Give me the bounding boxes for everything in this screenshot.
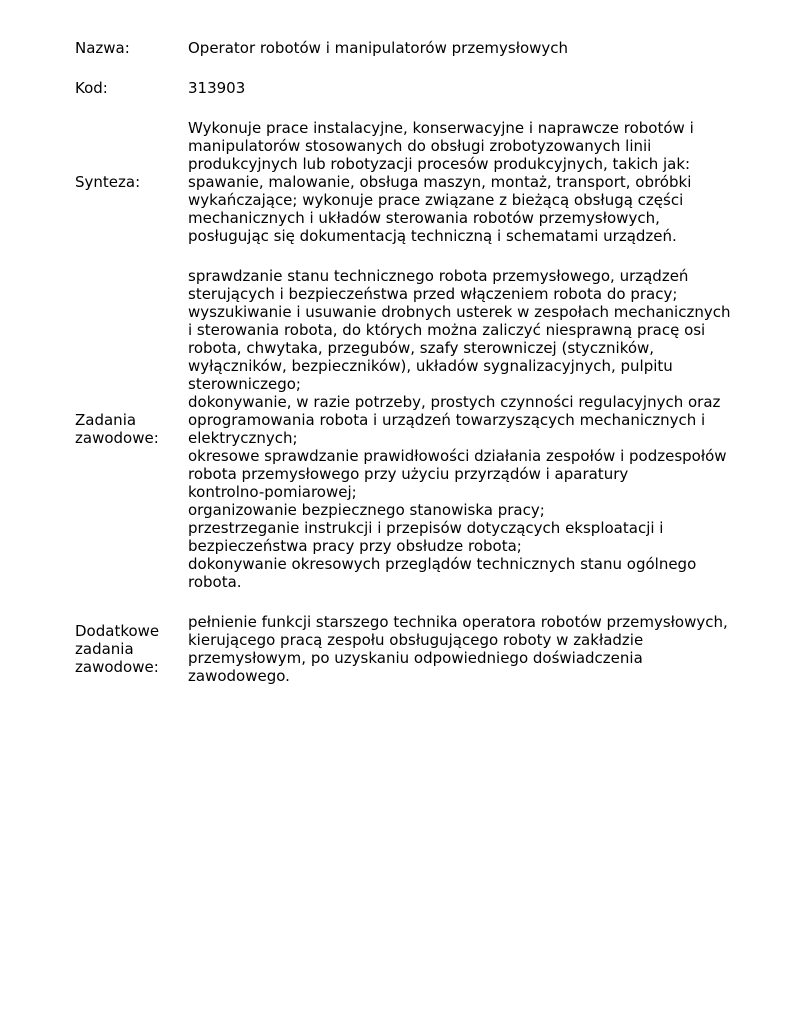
zadania-line: oprogramowania robota i urządzeń towarzyszących mechanicznych i bbox=[188, 411, 706, 429]
dodatkowe-line: przemysłowym, po uzyskaniu odpowiedniego doświadczenia bbox=[188, 649, 643, 667]
synteza-line: posługując się dokumentacją techniczną i schematami urządzeń. bbox=[188, 227, 677, 245]
zadania-line: okresowe sprawdzanie prawidłowości działania zespołów i podzespołów bbox=[188, 447, 727, 465]
synteza-line: spawanie, malowanie, obsługa maszyn, montaż, transport, obróbki bbox=[188, 173, 692, 191]
zadania-line: robota. bbox=[188, 573, 242, 591]
synteza-line: mechanicznych i układów sterowania robotów przemysłowych, bbox=[188, 209, 660, 227]
dodatkowe-label-line: zawodowe: bbox=[75, 658, 159, 676]
synteza-label: Synteza: bbox=[75, 173, 141, 191]
zadania-line: sprawdzanie stanu technicznego robota przemysłowego, urządzeń bbox=[188, 267, 689, 285]
synteza-line: manipulatorów stosowanych do obsługi zrobotyzowanych linii bbox=[188, 137, 652, 155]
synteza-line: produkcyjnych lub robotyzacji procesów produkcyjnych, takich jak: bbox=[188, 155, 691, 173]
zadania-label-line: Zadania bbox=[75, 411, 137, 429]
synteza-line: Wykonuje prace instalacyjne, konserwacyjne i naprawcze robotów i bbox=[188, 119, 694, 137]
zadania-line: robota, chwytaka, przegubów, szafy sterowniczej (styczników, bbox=[188, 339, 655, 357]
row-dodatkowe bbox=[75, 613, 765, 685]
zadania-line: bezpieczeństwa pracy przy obsłudze robota; bbox=[188, 537, 522, 555]
zadania-line: i sterowania robota, do których można zaliczyć niesprawną pracę osi bbox=[188, 321, 706, 339]
synteza-line: wykańczające; wykonuje prace związane z bieżącą obsługą części bbox=[188, 191, 684, 209]
zadania-line: sterujących i bezpieczeństwa przed włączeniem robota do pracy; bbox=[188, 285, 678, 303]
dodatkowe-line: pełnienie funkcji starszego technika operatora robotów przemysłowych, bbox=[188, 613, 728, 631]
zadania-label bbox=[75, 411, 188, 447]
zadania-line: elektrycznych; bbox=[188, 429, 298, 447]
dodatkowe-line: kierującego pracą zespołu obsługującego roboty w zakładzie bbox=[188, 631, 644, 649]
zadania-line: przestrzeganie instrukcji i przepisów dotyczących eksploatacji i bbox=[188, 519, 664, 537]
row-synteza bbox=[75, 119, 765, 245]
zadania-line: kontrolno-pomiarowej; bbox=[188, 483, 357, 501]
zadania-line: dokonywanie okresowych przeglądów technicznych stanu ogólnego bbox=[188, 555, 697, 573]
dodatkowe-label-line: Dodatkowe bbox=[75, 622, 160, 640]
dodatkowe-text bbox=[188, 613, 765, 685]
zadania-line: sterowniczego; bbox=[188, 375, 301, 393]
zadania-line: robota przemysłowego przy użyciu przyrządów i aparatury bbox=[188, 465, 629, 483]
nazwa-value: Operator robotów i manipulatorów przemysłowych bbox=[188, 39, 569, 57]
document-sheet bbox=[75, 39, 765, 685]
row-nazwa bbox=[75, 39, 765, 57]
kod-value: 313903 bbox=[188, 79, 246, 97]
zadania-text bbox=[188, 267, 765, 591]
synteza-text bbox=[188, 119, 765, 245]
row-kod bbox=[75, 79, 765, 97]
row-zadania bbox=[75, 267, 765, 591]
zadania-line: dokonywanie, w razie potrzeby, prostych czynności regulacyjnych oraz bbox=[188, 393, 721, 411]
kod-label: Kod: bbox=[75, 79, 108, 97]
dodatkowe-label-line: zadania bbox=[75, 640, 134, 658]
zadania-label-line: zawodowe: bbox=[75, 429, 159, 447]
zadania-line: wyłączników, bezpieczników), układów sygnalizacyjnych, pulpitu bbox=[188, 357, 673, 375]
dodatkowe-label bbox=[75, 622, 188, 676]
zadania-line: wyszukiwanie i usuwanie drobnych usterek w zespołach mechanicznych bbox=[188, 303, 731, 321]
zadania-line: organizowanie bezpiecznego stanowiska pracy; bbox=[188, 501, 545, 519]
nazwa-label: Nazwa: bbox=[75, 39, 130, 57]
dodatkowe-line: zawodowego. bbox=[188, 667, 290, 685]
